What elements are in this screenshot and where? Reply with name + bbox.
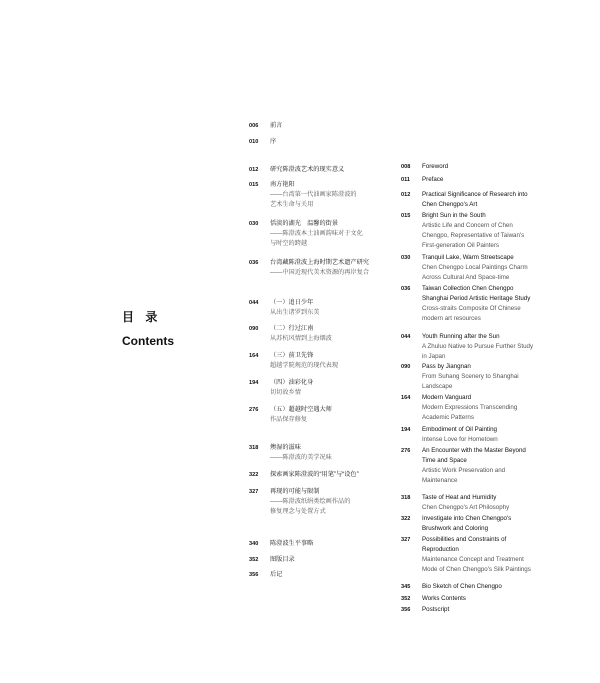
page-number: 345 [401, 584, 411, 590]
page-number: 015 [249, 182, 259, 188]
entry-title: Postscript [422, 606, 450, 613]
toc-entry[interactable] [401, 362, 519, 392]
page-number: 356 [401, 607, 411, 613]
toc-entry[interactable] [401, 332, 533, 362]
page-number: 352 [401, 596, 411, 602]
entry-subtitle: ——台湾第一代油画家陈澄波的 [270, 191, 357, 198]
entry-subtitle: Maintenance [422, 477, 458, 484]
page-number: 356 [249, 572, 259, 578]
page-number: 340 [249, 541, 259, 547]
toc-entry[interactable] [249, 570, 282, 580]
entry-title: 后记 [270, 571, 283, 578]
page-number: 011 [401, 177, 411, 183]
toc-entry[interactable] [249, 180, 357, 210]
entry-title: Preface [422, 176, 444, 183]
entry-title: Bright Sun in the South [422, 212, 486, 219]
toc-entry[interactable] [401, 425, 498, 445]
toc-entry[interactable] [401, 594, 466, 604]
page-number: 327 [249, 489, 259, 495]
entry-title: 序 [270, 138, 277, 145]
page-number: 164 [249, 353, 259, 359]
entry-subtitle: Landscape [422, 383, 453, 390]
page-number: 008 [401, 164, 411, 170]
page-number: 164 [401, 395, 411, 401]
page-number: 006 [249, 123, 259, 129]
toc-entry[interactable] [249, 539, 313, 549]
page-number: 044 [249, 300, 259, 306]
page-number: 318 [249, 445, 259, 451]
entry-subtitle: modern art resources [422, 315, 481, 322]
entry-subtitle: Cross-straits Composite Of Chinese [422, 305, 521, 312]
page-number: 090 [249, 326, 259, 332]
toc-entry[interactable] [249, 298, 320, 318]
toc-entry[interactable] [249, 470, 359, 480]
toc-entry[interactable] [401, 605, 449, 615]
entry-subtitle: ——陈澄波的美学况味 [270, 454, 332, 461]
page-number: 044 [401, 334, 411, 340]
entry-title: （三）前卫先锋 [270, 352, 314, 359]
toc-entry[interactable] [401, 211, 524, 251]
page-number: 090 [401, 364, 411, 370]
entry-subtitle: Maintenance Concept and Treatment [422, 556, 524, 563]
page-number: 276 [401, 448, 411, 454]
page-number: 036 [401, 286, 411, 292]
entry-title: （四）油彩化身 [270, 379, 314, 386]
page-number: 327 [401, 537, 411, 543]
entry-subtitle: ——陈澄波纸绢类绘画作品的 [270, 498, 351, 505]
entry-subtitle: 艺术生命与关用 [270, 201, 314, 208]
heading-en: Contents [122, 334, 174, 348]
toc-entry[interactable] [249, 258, 369, 278]
entry-title: 陈澄波生平事略 [270, 540, 314, 547]
heading-zh: 目 录 [122, 310, 162, 324]
toc-entry[interactable] [249, 351, 338, 371]
page-number: 352 [249, 557, 259, 563]
entry-subtitle: A Zhuluo Native to Pursue Further Study [422, 343, 534, 350]
toc-entry[interactable] [401, 284, 530, 324]
entry-subtitle: ——中国近现代美术资源的再岸复合 [270, 269, 369, 276]
toc-entry[interactable] [401, 514, 511, 534]
toc-entry[interactable] [249, 219, 363, 249]
toc-entry[interactable] [401, 162, 448, 172]
toc-entry[interactable] [249, 137, 276, 147]
toc-entry[interactable] [249, 555, 295, 565]
page-number: 012 [401, 192, 411, 198]
page-number: 012 [249, 167, 259, 173]
entry-subtitle: From Suhang Scenery to Shanghai [422, 373, 519, 380]
toc-entry[interactable] [401, 493, 509, 513]
entry-title: Works Contents [422, 595, 466, 602]
entry-title: Modern Vanguard [422, 394, 472, 401]
entry-title: 南方艳阳 [270, 181, 295, 188]
entry-title: 再现的可能与限制 [270, 488, 320, 495]
page-number: 010 [249, 139, 259, 145]
page-number: 276 [249, 407, 259, 413]
entry-subtitle: Chen Chengpo's Art [422, 201, 478, 208]
entry-title-continued: Time and Space [422, 457, 467, 464]
toc-entry[interactable] [249, 378, 313, 398]
entry-subtitle: Modern Expressions Transcending [422, 404, 518, 411]
page-number: 322 [401, 516, 411, 522]
entry-subtitle: in Japan [422, 353, 446, 360]
toc-entry[interactable] [249, 324, 332, 344]
entry-subtitle: 修复理念与处置方式 [270, 508, 326, 515]
toc-entry[interactable] [249, 443, 332, 463]
entry-title-continued: Brushwork and Coloring [422, 525, 489, 532]
entry-subtitle: 与时空的跨越 [270, 240, 308, 247]
toc-entry[interactable] [401, 582, 502, 592]
page-number: 036 [249, 260, 259, 266]
entry-title: 台湾藏陈澄波上海时期艺术遗产研究 [270, 259, 369, 266]
entry-title: 图版目录 [270, 556, 295, 563]
page-number: 015 [401, 213, 411, 219]
toc-entry[interactable] [249, 165, 344, 175]
entry-subtitle: 切切故乡情 [270, 389, 301, 396]
entry-title: Pass by Jiangnan [422, 363, 471, 370]
entry-subtitle: Chengpo, Representative of Taiwan's [422, 232, 525, 239]
entry-subtitle: Artistic Work Preservation and [422, 467, 506, 474]
entry-subtitle: Artistic Life and Concern of Chen [422, 222, 513, 229]
page-number: 194 [249, 380, 259, 386]
toc-entry[interactable] [401, 393, 517, 423]
entry-title: （一）追日少年 [270, 299, 314, 306]
entry-title: （二）行过江南 [270, 325, 314, 332]
toc-entry[interactable] [401, 253, 528, 283]
entry-title: Investigate into Chen Chengpo's [422, 515, 512, 522]
entry-title: 恬淡的湖光 温馨的街景 [270, 220, 339, 227]
contents-heading [122, 308, 174, 348]
entry-title: （五）超越时空遇大师 [270, 406, 332, 413]
toc-entry[interactable] [249, 405, 332, 425]
page-number: 322 [249, 472, 259, 478]
entry-title: Foreword [422, 163, 449, 170]
page-number: 194 [401, 427, 411, 433]
entry-title-continued: Shanghai Period Artistic Heritage Study [422, 295, 531, 302]
page-number: 030 [249, 221, 259, 227]
entry-subtitle: Academic Patterns [422, 414, 474, 421]
entry-title: Possibilities and Constraints of [422, 536, 507, 543]
entry-title: Bio Sketch of Chen Chengpo [422, 583, 502, 590]
entry-title: Embodiment of Oil Painting [422, 426, 497, 433]
entry-subtitle: Chen Chengpo Local Paintings Charm [422, 264, 528, 271]
entry-subtitle: Mode of Chen Chengpo's Silk Paintings [422, 566, 531, 573]
entry-title: Taiwan Collection Chen Chengpo [422, 285, 514, 292]
entry-title: An Encounter with the Master Beyond [422, 447, 526, 454]
entry-title: 前言 [270, 122, 283, 129]
entry-subtitle: ——陈澄波本土油画韵味对于文化 [270, 230, 363, 237]
entry-title: Tranquil Lake, Warm Streetscape [422, 254, 514, 261]
entry-title: 研究陈澄波艺术的现实意义 [270, 166, 345, 173]
entry-title: Practical Significance of Research into [422, 191, 528, 198]
toc-entry[interactable] [401, 535, 531, 575]
entry-subtitle: Intense Love for Hometown [422, 436, 498, 443]
toc-entry[interactable] [249, 121, 282, 131]
entry-title: 探索画家陈澄波的“用笔”与“设色” [270, 471, 359, 478]
entry-title-continued: Reproduction [422, 546, 459, 553]
entry-title: 燠湿的滋味 [270, 444, 301, 451]
toc-entry[interactable] [401, 446, 526, 486]
entry-subtitle: 超越学院规范的现代表现 [270, 362, 339, 369]
entry-subtitle: First-generation Oil Painters [422, 242, 500, 249]
entry-title: Youth Running after the Sun [422, 333, 500, 340]
entry-subtitle: Across Cultural And Space-time [422, 274, 510, 281]
toc-entry[interactable] [401, 190, 528, 210]
entry-subtitle: 从苏杭风情到上海烟波 [270, 335, 332, 342]
entry-subtitle: Chen Chengpo's Art Philosophy [422, 504, 510, 511]
entry-title: Taste of Heat and Humidity [422, 494, 497, 501]
entry-subtitle: 从出生诸罗到东美 [270, 309, 320, 316]
page-number: 030 [401, 255, 411, 261]
entry-subtitle: 作品保存修复 [270, 416, 308, 423]
page-number: 318 [401, 495, 411, 501]
toc-entry[interactable] [401, 175, 443, 185]
toc-entry[interactable] [249, 487, 350, 517]
